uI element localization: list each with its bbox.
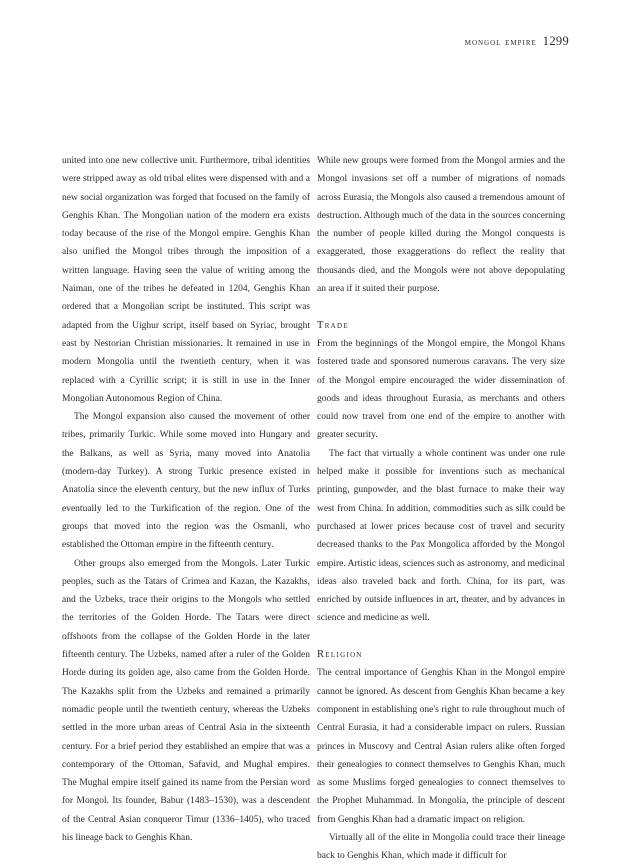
paragraph: The fact that virtually a whole continent was under one rule helped make it possible for inventions such as mechanical printing, gunpowder, and the blast furnace to make their way west from China. In addition, commodities such as silk could be purchased at lower prices because cost of travel and security decreased thanks to the Pax Mongolica afforded by the Mongol empire. Artistic ideas, sciences such as astronomy, and medicinal ideas also traveled back and forth. China, for its part, was enriched by outside influences in art, theater, and by advances in science and medicine as well. xyxy=(317,448,565,624)
section-spacer xyxy=(317,628,565,646)
left-column xyxy=(62,152,310,847)
section-heading-trade: Trade xyxy=(317,319,349,331)
section-spacer xyxy=(317,298,565,316)
paragraph: The Mongol expansion also caused the movement of other tribes, primarily Turkic. While some moved into Hungary and the Balkans, as well as Syria, many moved into Anatolia (modern-day Turkey). A strong Turkic presence existed in Anatolia since the eleventh century, but the new influx of Turks eventually led to the Turkification of the region. One of the groups that moved into the region was the Osmanli, who established the Ottoman empire in the fifteenth century. xyxy=(62,412,310,551)
page-number: 1299 xyxy=(542,34,569,48)
running-head-title: mongol empire xyxy=(464,37,537,48)
paragraph: From the beginnings of the Mongol empire, the Mongol Khans fostered trade and sponsored numerous caravans. The very size of the Mongol empire encouraged the wider dissemination of goods and ideas throughout Eurasia, as merchants and others could now travel from one end of the empire to another with greater security. xyxy=(317,338,565,441)
paragraph: While new groups were formed from the Mongol armies and the Mongol invasions set off a number of migrations of nomads across Eurasia, the Mongols also caused a tremendous amount of destruction. Although much of the data in the sources concerning the number of people killed during the Mongol conquests is exaggerated, those exaggerations do reflect the reality that thousands died, and the Mongols were not above depopulating an area if it suited their purpose. xyxy=(317,156,565,295)
section-heading-religion: Religion xyxy=(317,649,363,661)
paragraph: Virtually all of the elite in Mongolia could trace their lineage back to Genghis Khan, which made it difficult for xyxy=(317,832,565,862)
paragraph: The central importance of Genghis Khan in the Mongol empire cannot be ignored. As descent from Genghis Khan became a key component in establishing one's right to rule throughout much of Central Eurasia, it had a considerable impact on rulers. Russian princes in Muscovy and Central Asian rulers alike often forged their genealogies to connect themselves to Genghis Khan, much as some Muslims forged genealogies to connect themselves to the Prophet Muhammad. In Mongolia, the principle of descent from Genghis Khan had a dramatic impact on religion. xyxy=(317,668,565,825)
paragraph: Other groups also emerged from the Mongols. Later Turkic peoples, such as the Tatars of Crimea and Kazan, the Kazakhs, and the Uzbeks, trace their origins to the Mongols who settled the territories of the Golden Horde. The Tatars were direct offshoots from the collapse of the Golden Horde in the later fifteenth century. The Uzbeks, named after a ruler of the Golden Horde during its golden age, also came from the Golden Horde. The Kazakhs split from the Uzbeks and remained a primarily nomadic people until the twentieth century, whereas the Uzbeks settled in the more urban areas of Central Asia in the sixteenth century. For a brief period they established an empire that was a contemporary of the Ottoman, Safavid, and Mughal empires. The Mughal empire itself gained its name from the Persian word for Mongol. Its founder, Babur (1483–1530), was a descendent of the Central Asian conqueror Timur (1336–1405), who traced his lineage back to Genghis Khan. xyxy=(62,558,310,843)
running-head xyxy=(465,34,569,49)
right-column xyxy=(317,152,565,866)
paragraph: united into one new collective unit. Furthermore, tribal identities were stripped away as old tribal elites were dispensed with and a new social organization was forged that focused on the family of Genghis Khan. The Mongolian nation of the modern era exists today because of the rise of the Mongol empire. Genghis Khan also unified the Mongol tribes through the imposition of a written language. Having seen the value of writing among the Naiman, one of the tribes he defeated in 1204, Genghis Khan ordered that a Mongolian script be instituted. This script was adapted from the Uighur script, itself based on Syriac, brought east by Nestorian Christian missionaries. It remained in use in modern Mongolia until the twentieth century, when it was replaced with a Cyrillic script; it is still in use in the Inner Mongolian Autonomous Region of China. xyxy=(62,156,310,404)
